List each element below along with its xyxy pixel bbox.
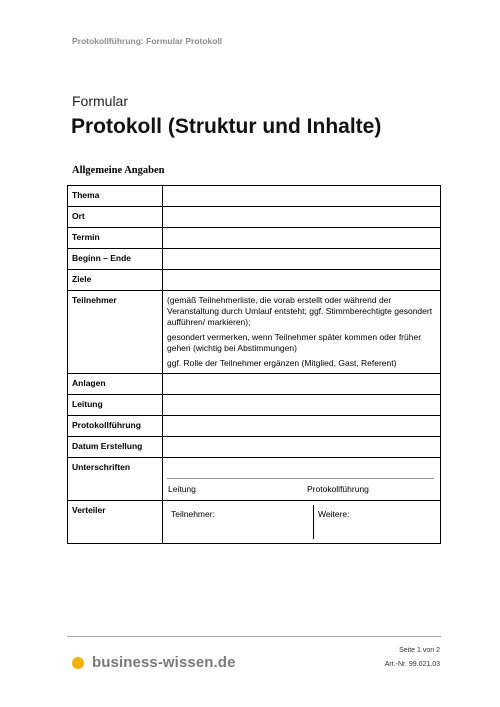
field-beginn-ende[interactable] [163, 249, 441, 270]
table-row-teilnehmer [68, 291, 441, 374]
page-number: Seite 1 von 2 [399, 647, 440, 654]
label-ziele: Ziele [68, 270, 163, 291]
label-verteiler: Verteiler [68, 501, 163, 544]
footer-divider [67, 636, 441, 637]
field-verteiler [163, 501, 441, 544]
teilnehmer-note: gesondert vermerken, wenn Teilnehmer später kommen oder früher gehen (wichtig bei Abstimmungen) [167, 332, 422, 353]
field-datum-erstellung[interactable] [163, 437, 441, 458]
form-label: Formular [72, 93, 129, 109]
page-title: Protokoll (Struktur und Inhalte) [71, 115, 382, 138]
teilnehmer-note: ggf. Rolle der Teilnehmer ergänzen (Mitglied, Gast, Referent) [167, 358, 397, 368]
page-header: Protokollführung: Formular Protokoll [72, 36, 223, 46]
table-row-beginn-ende [68, 249, 441, 270]
teilnehmer-note: (gemäß Teilnehmerliste, die vorab erstellt oder während der Veranstaltung durch Umlauf entsteht; ggf. Stimmberechtigte gesondert aufführen/ markieren); [167, 295, 433, 327]
article-number: Art.-Nr. 99.021.03 [384, 661, 440, 668]
label-unterschriften: Unterschriften [68, 458, 163, 501]
label-ort: Ort [68, 207, 163, 228]
verteiler-weitere-cell[interactable]: Weitere: [318, 509, 350, 519]
signature-line [167, 478, 434, 479]
protocol-table [67, 185, 441, 544]
table-row-protokollfuehrung [68, 416, 441, 437]
table-row-ziele [68, 270, 441, 291]
field-unterschriften[interactable] [163, 458, 441, 501]
field-teilnehmer[interactable] [163, 291, 441, 374]
field-termin[interactable] [163, 228, 441, 249]
table-row-verteiler [68, 501, 441, 544]
field-ziele[interactable] [163, 270, 441, 291]
label-anlagen: Anlagen [68, 374, 163, 395]
label-thema: Thema [68, 186, 163, 207]
signature-label-leitung: Leitung [168, 484, 196, 494]
table-row-leitung [68, 395, 441, 416]
label-datum-erstellung: Datum Erstellung [68, 437, 163, 458]
label-leitung: Leitung [68, 395, 163, 416]
brand-logo [72, 654, 236, 671]
table-row-ort [68, 207, 441, 228]
signature-label-protokollfuehrung: Protokollführung [307, 484, 369, 494]
field-thema[interactable] [163, 186, 441, 207]
table-row-unterschriften [68, 458, 441, 501]
table-row-thema [68, 186, 441, 207]
field-anlagen[interactable] [163, 374, 441, 395]
table-row-termin [68, 228, 441, 249]
label-protokollfuehrung: Protokollführung [68, 416, 163, 437]
field-protokollfuehrung[interactable] [163, 416, 441, 437]
label-teilnehmer: Teilnehmer [68, 291, 163, 374]
field-leitung[interactable] [163, 395, 441, 416]
logo-dot-icon [72, 657, 84, 669]
verteiler-teilnehmer-cell[interactable]: Teilnehmer: [167, 505, 314, 539]
table-row-datum-erstellung [68, 437, 441, 458]
logo-text: business-wissen.de [92, 654, 236, 671]
signature-area [167, 462, 436, 496]
label-termin: Termin [68, 228, 163, 249]
section-title: Allgemeine Angaben [72, 165, 165, 176]
table-row-anlagen [68, 374, 441, 395]
label-beginn-ende: Beginn – Ende [68, 249, 163, 270]
field-ort[interactable] [163, 207, 441, 228]
